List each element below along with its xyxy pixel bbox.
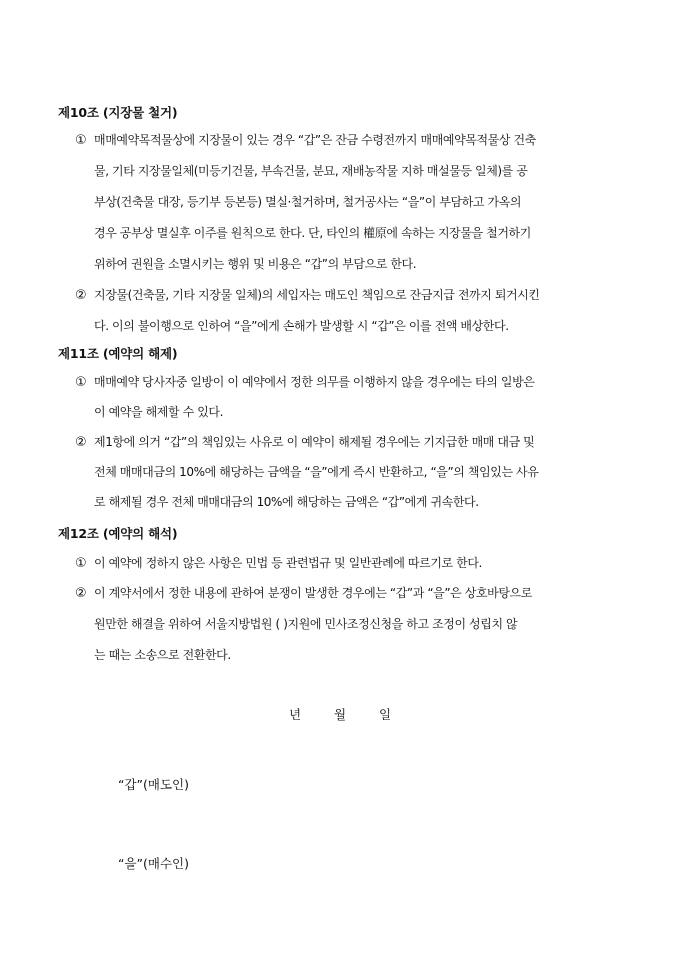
item-text-line: 제1항에 의거 “갑”의 책임있는 사유로 이 예약이 해제될 경우에는 기지급한 매매 대금 및 xyxy=(94,435,535,449)
article-11-heading: 제11조 (예약의 해제) xyxy=(58,346,178,361)
item-number: ① xyxy=(75,375,87,390)
item-text-line: 이 예약에 정하지 않은 사항은 민법 등 관련법규 및 일반관례에 따르기로 한다. xyxy=(94,556,482,570)
item-text-line: 이 계약서에서 정한 내용에 관하여 분쟁이 발생한 경우에는 “갑”과 “을”은 상호바탕으로 xyxy=(94,586,532,600)
item-number: ② xyxy=(75,586,87,601)
date-day-label: 일 xyxy=(379,707,392,722)
item-text-line: 경우 공부상 멸실후 이주를 원칙으로 한다. 단, 타인의 權原에 속하는 지장물을 철거하기 xyxy=(94,226,531,240)
article-12-heading: 제12조 (예약의 해석) xyxy=(58,526,178,541)
item-text-line: 매매예약 당사자중 일방이 이 예약에서 정한 의무를 이행하지 않을 경우에는 타의 일방은 xyxy=(94,375,535,389)
item-text-line: 는 때는 소송으로 전환한다. xyxy=(94,648,231,662)
item-text-line: 전체 매매대금의 10%에 해당하는 금액을 “을”에게 즉시 반환하고, “을”의 책임있는 사유 xyxy=(94,465,539,479)
item-number: ① xyxy=(75,133,87,148)
item-text-line: 원만한 해결을 위하여 서울지방법원 ( )지원에 민사조정신청을 하고 조정이 성립치 않 xyxy=(94,617,518,631)
item-text-line: 이 예약을 해제할 수 있다. xyxy=(94,405,223,419)
item-text-line: 다. 이의 불이행으로 인하여 “을”에게 손해가 발생할 시 “갑”은 이를 전액 배상한다. xyxy=(94,319,509,333)
item-number: ① xyxy=(75,556,87,571)
article-10-heading: 제10조 (지장물 철거) xyxy=(58,105,178,120)
seller-label: “갑”(매도인) xyxy=(118,777,190,792)
item-text-line: 지장물(건축물, 기타 지장물 일체)의 세입자는 매도인 책임으로 잔금지급 전까지 퇴거시킨 xyxy=(94,288,540,302)
buyer-label: “을”(매수인) xyxy=(118,856,190,871)
item-number: ② xyxy=(75,288,87,303)
item-text-line: 로 해제될 경우 전체 매매대금의 10%에 해당하는 금액은 “갑”에게 귀속한다. xyxy=(94,495,479,509)
item-text-line: 부상(건축물 대장, 등기부 등본등) 멸실·철거하며, 철거공사는 “을”이 부담하고 가옥의 xyxy=(94,195,522,209)
date-year-label: 년 xyxy=(289,707,302,722)
item-text-line: 매매예약목적물상에 지장물이 있는 경우 “갑”은 잔금 수령전까지 매매예약목적물상 건축 xyxy=(94,133,536,147)
item-text-line: 위하여 권원을 소멸시키는 행위 및 비용은 “갑”의 부담으로 한다. xyxy=(94,257,417,271)
item-number: ② xyxy=(75,435,87,450)
date-month-label: 월 xyxy=(334,707,347,722)
item-text-line: 물, 기타 지장물일체(미등기건물, 부속건물, 분묘, 재배농작물 지하 매설물등 일체)를 공 xyxy=(94,164,528,178)
